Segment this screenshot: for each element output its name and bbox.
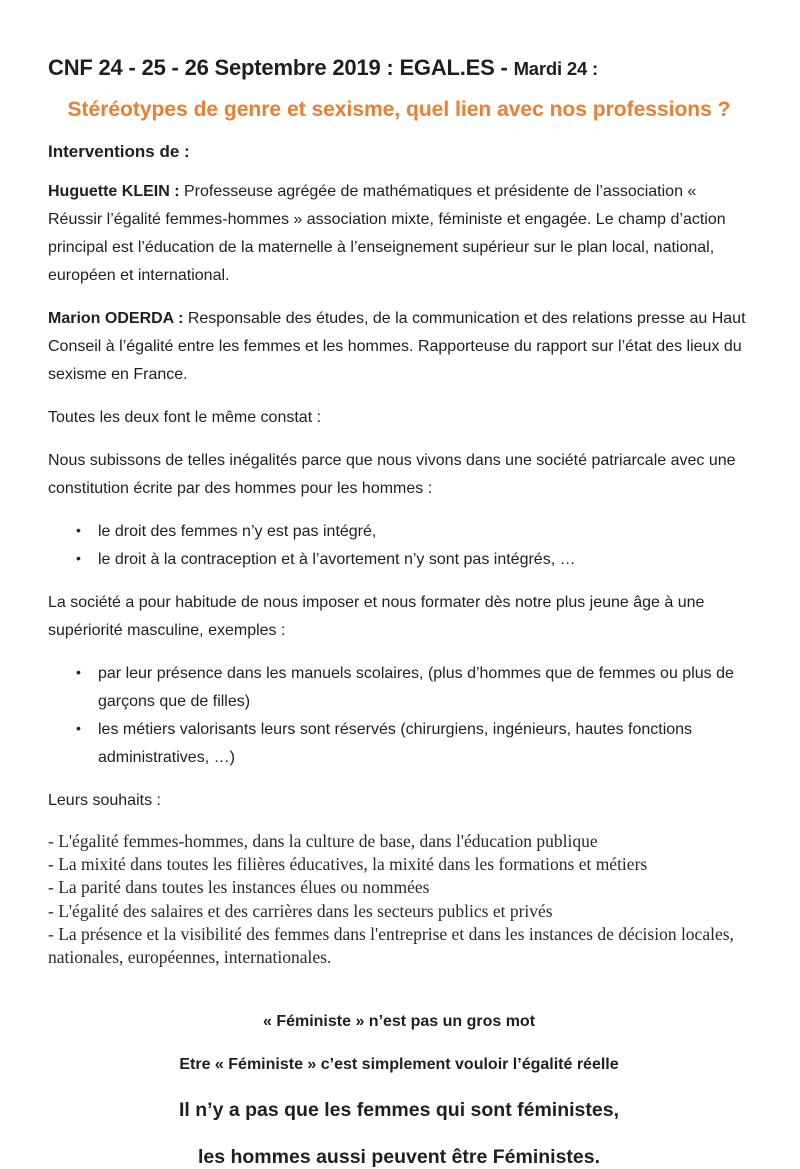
statement-line-2: Etre « Féministe » c’est simplement vouloir l’égalité réelle — [179, 1055, 619, 1073]
speaker-bio: Professeuse agrégée de mathématiques et présidente de l’association « Réussir l’égalité femmes-hommes » association mixte, féministe et engagée. Le champ d’action principal est l’éducation de la maternelle à l’enseignement supérieur sur le plan local, national, européen et international. — [48, 183, 726, 285]
souhait-item: - L'égalité des salaires et des carrières dans les secteurs publics et privés — [48, 900, 553, 921]
bullet-icon: • — [76, 664, 81, 681]
souhaits-label: Leurs souhaits : — [48, 792, 161, 810]
exemples-bullet-list — [48, 660, 750, 772]
speaker-name: Marion ODERDA : — [48, 310, 184, 328]
speaker-bio: Responsable des études, de la communication et des relations presse au Haut Conseil à l’égalité entre les femmes et les hommes. Rapporteuse du rapport sur l’état des lieux du sexisme en France. — [48, 310, 746, 384]
bullet-icon: • — [76, 550, 81, 567]
speaker-name: Huguette KLEIN : — [48, 183, 180, 201]
list-item — [76, 546, 750, 574]
list-item — [76, 716, 750, 772]
list-item-text: par leur présence dans les manuels scolaires, (plus d’hommes que de femmes ou plus de garçons que de filles) — [98, 665, 734, 711]
speaker-paragraph-huguette — [48, 178, 750, 290]
interventions-label: Interventions de : — [48, 142, 190, 162]
patriarcale-paragraph: Nous subissons de telles inégalités parce que nous vivons dans une société patriarcale avec une constitution écrite par des hommes pour les hommes : — [48, 452, 736, 498]
souhait-item: - La parité dans toutes les instances élues ou nommées — [48, 877, 430, 898]
souhait-item: - La mixité dans toutes les filières éducatives, la mixité dans les formations et métiers — [48, 854, 648, 875]
bullet-icon: • — [76, 720, 81, 737]
document-title-suffix: Mardi 24 : — [513, 58, 598, 79]
constat-intro: Toutes les deux font le même constat : — [48, 409, 322, 427]
souhait-item: - L'égalité femmes-hommes, dans la culture de base, dans l'éducation publique — [48, 831, 598, 852]
subject-heading: Stéréotypes de genre et sexisme, quel lien avec nos professions ? — [67, 97, 731, 121]
societe-paragraph: La société a pour habitude de nous imposer et nous formater dès notre plus jeune âge à une supériorité masculine, exemples : — [48, 594, 705, 640]
list-item — [76, 660, 750, 716]
souhaits-list — [48, 830, 750, 969]
statement-line-1: « Féministe » n’est pas un gros mot — [262, 1012, 536, 1030]
speaker-paragraph-marion — [48, 305, 750, 389]
list-item-text: les métiers valorisants leurs sont réservés (chirurgiens, ingénieurs, hautes fonctions administratives, …) — [98, 721, 693, 767]
document-title-main: CNF 24 - 25 - 26 Septembre 2019 : EGAL.ES - — [48, 55, 514, 80]
statement-line-4: les hommes aussi peuvent être Féministes. — [197, 1145, 601, 1168]
constitution-bullet-list — [48, 518, 750, 574]
souhait-item: - La présence et la visibilité des femmes dans l'entreprise et dans les instances de décision locales, nationales, européennes, internationales. — [48, 923, 734, 967]
feministe-statement-block — [48, 1013, 750, 1169]
list-item-text: le droit à la contraception et à l’avortement n’y sont pas intégrés, … — [98, 551, 576, 569]
bullet-icon: • — [76, 522, 81, 539]
list-item — [76, 518, 750, 546]
document-title — [48, 54, 750, 82]
list-item-text: le droit des femmes n’y est pas intégré, — [98, 523, 377, 541]
statement-line-3: Il n’y a pas que les femmes qui sont féministes, — [179, 1098, 619, 1121]
